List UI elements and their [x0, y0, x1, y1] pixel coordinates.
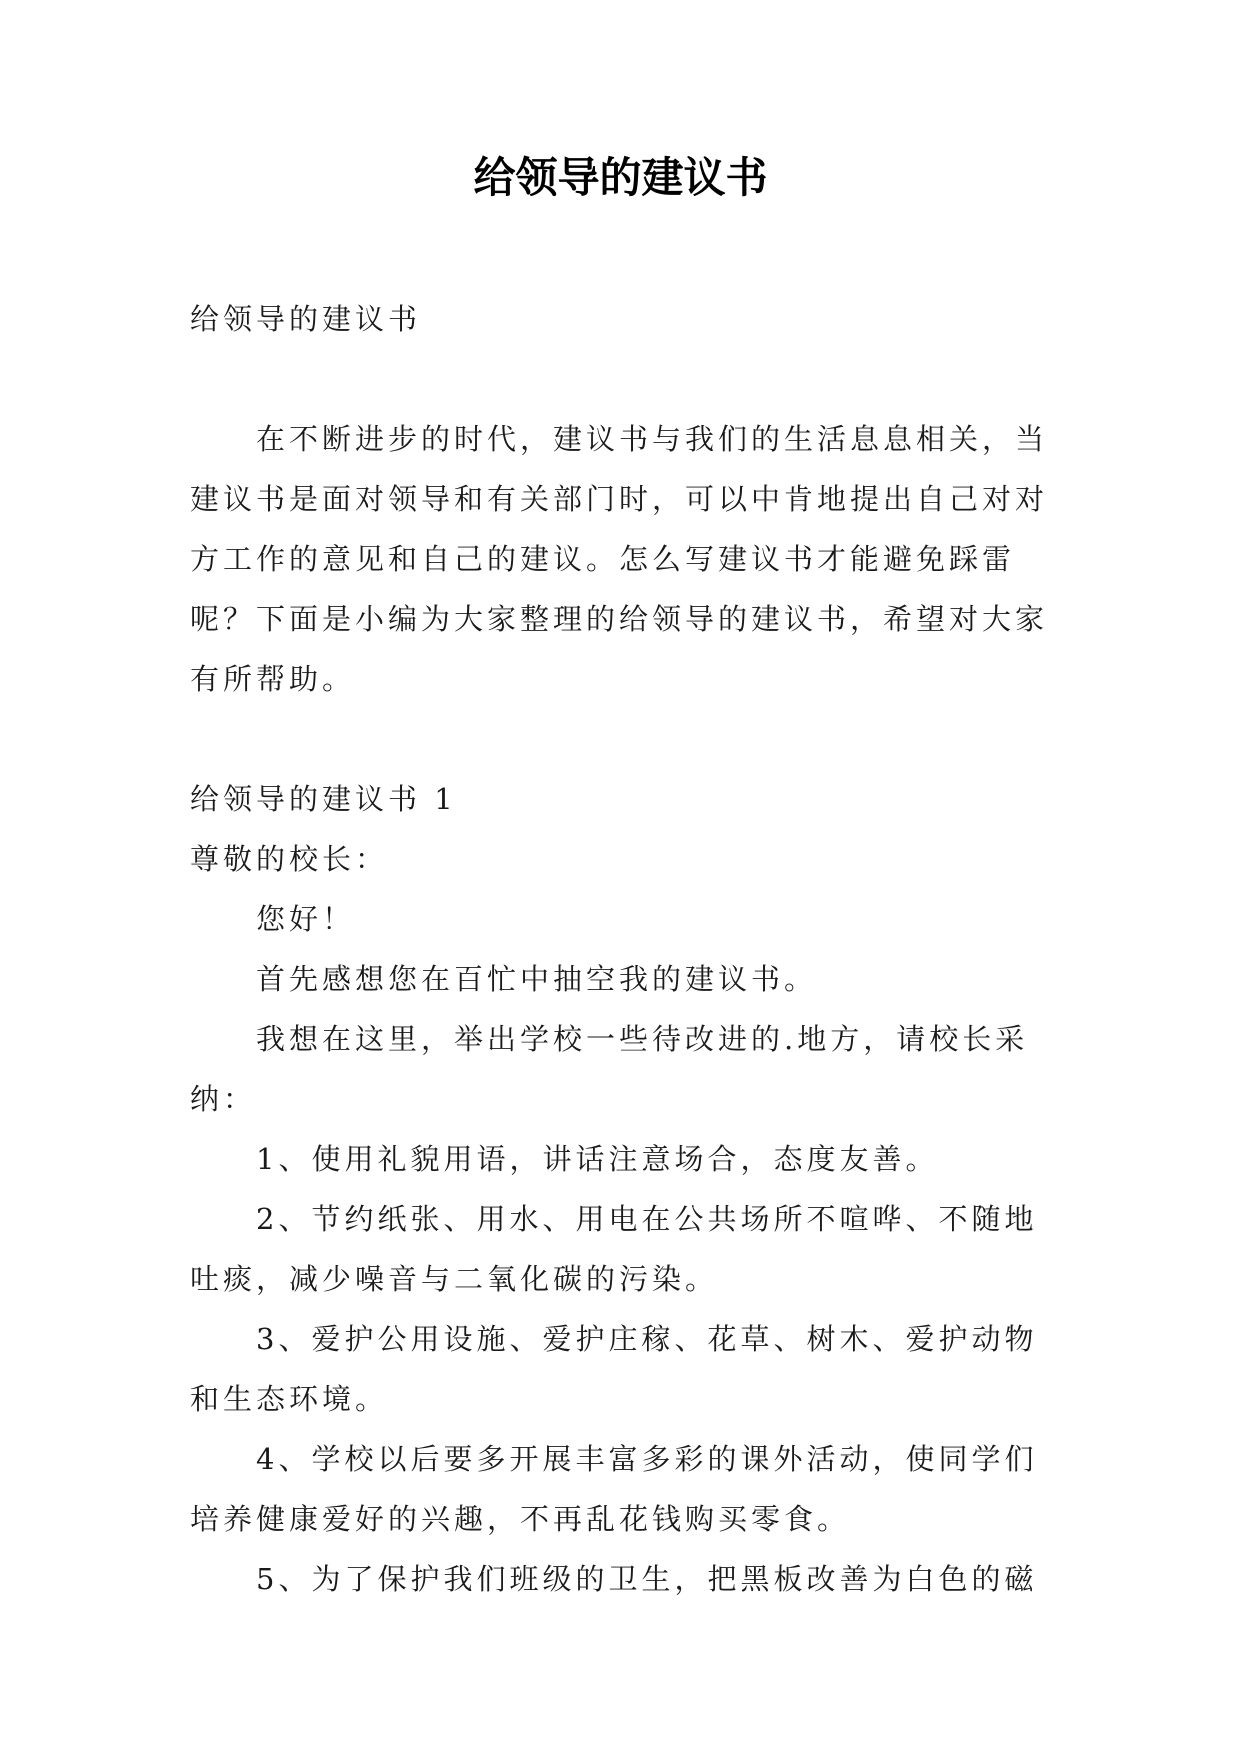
letter-line: 和生态环境。 [190, 1382, 389, 1416]
letter-line: 首先感想您在百忙中抽空我的建议书。 [190, 962, 818, 996]
letter-line: 吐痰，减少噪音与二氧化碳的污染。 [190, 1262, 719, 1296]
intro-line: 呢？下面是小编为大家整理的给领导的建议书，希望对大家 [190, 602, 1049, 636]
letter-line: 4、学校以后要多开展丰富多彩的课外活动，使同学们 [190, 1442, 1038, 1476]
letter-line: 我想在这里，举出学校一些待改进的.地方，请校长采 [190, 1022, 1029, 1056]
letter-line: 5、为了保护我们班级的卫生，把黑板改善为白色的磁 [190, 1562, 1038, 1596]
letter-line: 3、爱护公用设施、爱护庄稼、花草、树木、爱护动物 [190, 1322, 1038, 1356]
letter-line: 培养健康爱好的兴趣，不再乱花钱购买零食。 [190, 1502, 851, 1536]
letter-line: 纳： [190, 1082, 257, 1116]
intro-line: 建议书是面对领导和有关部门时，可以中肯地提出自己对对 [190, 482, 1049, 516]
intro-line: 在不断进步的时代，建议书与我们的生活息息相关，当 [190, 422, 1049, 456]
subtitle: 给领导的建议书 [190, 302, 422, 336]
spacer [190, 349, 1050, 409]
document-body [190, 289, 1050, 1609]
letter-line: 您好！ [190, 902, 356, 936]
section-heading: 给领导的建议书 1 [190, 782, 457, 816]
document-title: 给领导的建议书 [473, 153, 768, 202]
spacer [190, 709, 1050, 769]
intro-line: 有所帮助。 [190, 662, 356, 696]
salutation: 尊敬的校长： [190, 842, 389, 876]
letter-line: 2、节约纸张、用水、用电在公共场所不喧哗、不随地 [190, 1202, 1038, 1236]
letter-line: 1、使用礼貌用语，讲话注意场合，态度友善。 [190, 1142, 939, 1176]
intro-line: 方工作的意见和自己的建议。怎么写建议书才能避免踩雷 [190, 542, 1016, 576]
